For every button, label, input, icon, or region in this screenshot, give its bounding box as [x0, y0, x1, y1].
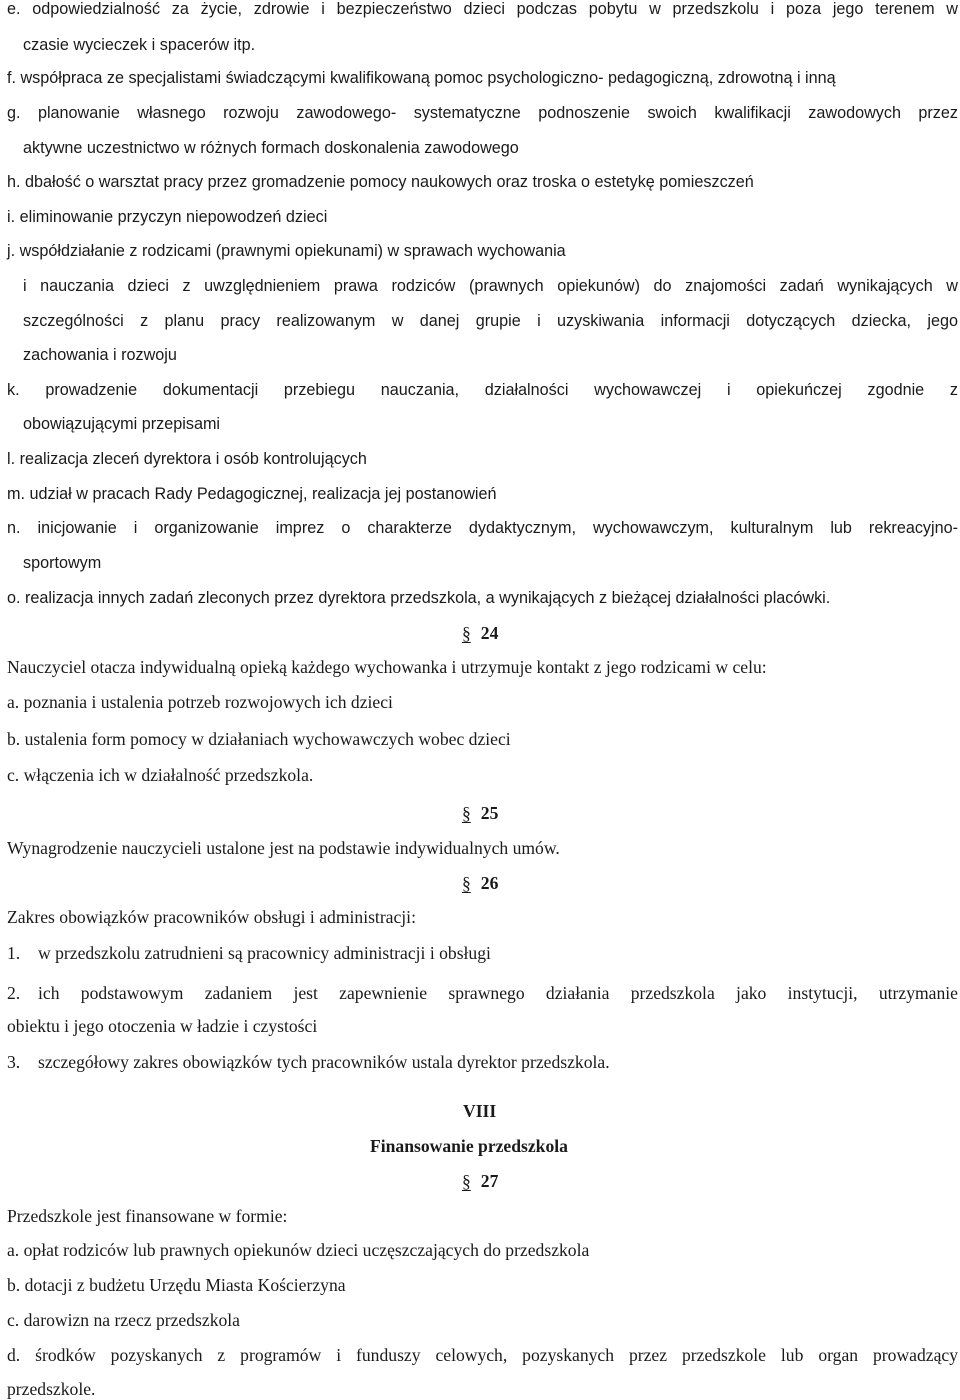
- paragraph-26-item-3: [7, 1051, 958, 1073]
- list-item-f: f. współpraca ze specjalistami świadczącymi kwalifikowaną pomoc psychologiczno- pedagogiczną, zdrowotną i inną: [7, 69, 836, 87]
- item-number: 3.: [7, 1052, 21, 1072]
- paragraph-27-item-d-cont: przedszkole.: [7, 1379, 96, 1399]
- paragraph-27-item-d: d. środków pozyskanych z programów i funduszy celowych, pozyskanych przez przedszkole lub organ prowadzący: [7, 1345, 958, 1365]
- item-number: 2.: [7, 983, 21, 1003]
- paragraph-27-item-c: c. darowizn na rzecz przedszkola: [7, 1310, 240, 1330]
- paragraph-24-heading: [462, 622, 498, 644]
- section-symbol: §: [462, 873, 471, 893]
- paragraph-number: 24: [480, 623, 499, 643]
- item-text: szczegółowy zakres obowiązków tych pracowników ustala dyrektor przedszkola.: [38, 1052, 610, 1072]
- chapter-title: Finansowanie przedszkola: [370, 1136, 568, 1156]
- list-item-e: e. odpowiedzialność za życie, zdrowie i bezpieczeństwo dzieci podczas pobytu w przedszkolu i poza jego terenem w: [7, 0, 958, 18]
- paragraph-26-heading: [462, 872, 498, 894]
- paragraph-number: 26: [480, 873, 499, 893]
- paragraph-number: 25: [480, 803, 499, 823]
- paragraph-26-intro: Zakres obowiązków pracowników obsługi i administracji:: [7, 907, 416, 927]
- section-symbol: §: [462, 623, 471, 643]
- paragraph-26-item-2: [7, 982, 958, 1004]
- list-item-n-cont: sportowym: [23, 554, 102, 572]
- list-item-e-cont: czasie wycieczek i spacerów itp.: [23, 36, 256, 54]
- paragraph-26-item-1: [7, 942, 958, 964]
- list-item-l: l. realizacja zleceń dyrektora i osób kontrolujących: [7, 450, 367, 468]
- paragraph-26-item-2-cont: obiektu i jego otoczenia w ładzie i czystości: [7, 1016, 318, 1036]
- section-symbol: §: [462, 803, 471, 823]
- paragraph-24-item-c: c. włączenia ich w działalność przedszkola.: [7, 765, 314, 785]
- list-item-m: m. udział w pracach Rady Pedagogicznej, realizacja jej postanowień: [7, 485, 497, 503]
- list-item-n: n. inicjowanie i organizowanie imprez o charakterze dydaktycznym, wychowawczym, kulturalnym lub rekreacyjno-: [7, 519, 958, 537]
- item-text: ich podstawowym zadaniem jest zapewnienie sprawnego działania przedszkola jako instytucji, utrzymanie: [38, 983, 958, 1003]
- paragraph-27-item-b: b. dotacji z budżetu Urzędu Miasta Kościerzyna: [7, 1275, 346, 1295]
- list-item-k-cont: obowiązującymi przepisami: [23, 415, 221, 433]
- list-item-h: h. dbałość o warsztat pracy przez gromadzenie pomocy naukowych oraz troska o estetykę pomieszczeń: [7, 173, 754, 191]
- item-number: 1.: [7, 943, 21, 963]
- list-item-g-cont: aktywne uczestnictwo w różnych formach doskonalenia zawodowego: [23, 139, 519, 157]
- list-item-k: k. prowadzenie dokumentacji przebiegu nauczania, działalności wychowawczej i opiekuńczej zgodnie z: [7, 381, 958, 399]
- list-item-i: i. eliminowanie przyczyn niepowodzeń dzieci: [7, 208, 328, 226]
- list-item-o: o. realizacja innych zadań zleconych przez dyrektora przedszkola, a wynikających z bieżącej działalności placówki.: [7, 589, 831, 607]
- paragraph-24-item-a: a. poznania i ustalenia potrzeb rozwojowych ich dzieci: [7, 692, 393, 712]
- item-text: w przedszkolu zatrudnieni są pracownicy administracji i obsługi: [38, 943, 491, 963]
- list-item-j-cont1: i nauczania dzieci z uwzględnieniem prawa rodziców (prawnych opiekunów) do znajomości zadań wynikających w: [23, 277, 958, 295]
- paragraph-24-item-b: b. ustalenia form pomocy w działaniach wychowawczych wobec dzieci: [7, 729, 511, 749]
- list-item-g: g. planowanie własnego rozwoju zawodowego- systematyczne podnoszenie swoich kwalifikacji zawodowych przez: [7, 104, 958, 122]
- chapter-number: VIII: [463, 1101, 497, 1121]
- section-symbol: §: [462, 1171, 471, 1191]
- paragraph-24-intro: Nauczyciel otacza indywidualną opieką każdego wychowanka i utrzymuje kontakt z jego rodzicami w celu:: [7, 657, 767, 677]
- paragraph-25-heading: [462, 802, 498, 824]
- list-item-j-cont2: szczególności z planu pracy realizowanym w danej grupie i uzyskiwania informacji dotyczących dziecka, jego: [23, 312, 958, 330]
- paragraph-25-text: Wynagrodzenie nauczycieli ustalone jest na podstawie indywidualnych umów.: [7, 838, 560, 858]
- paragraph-27-intro: Przedszkole jest finansowane w formie:: [7, 1206, 288, 1226]
- paragraph-number: 27: [480, 1171, 499, 1191]
- paragraph-27-heading: [462, 1170, 498, 1192]
- list-item-j-cont3: zachowania i rozwoju: [23, 346, 177, 364]
- list-item-j: j. współdziałanie z rodzicami (prawnymi opiekunami) w sprawach wychowania: [7, 242, 566, 260]
- paragraph-27-item-a: a. opłat rodziców lub prawnych opiekunów dzieci uczęszczających do przedszkola: [7, 1240, 590, 1260]
